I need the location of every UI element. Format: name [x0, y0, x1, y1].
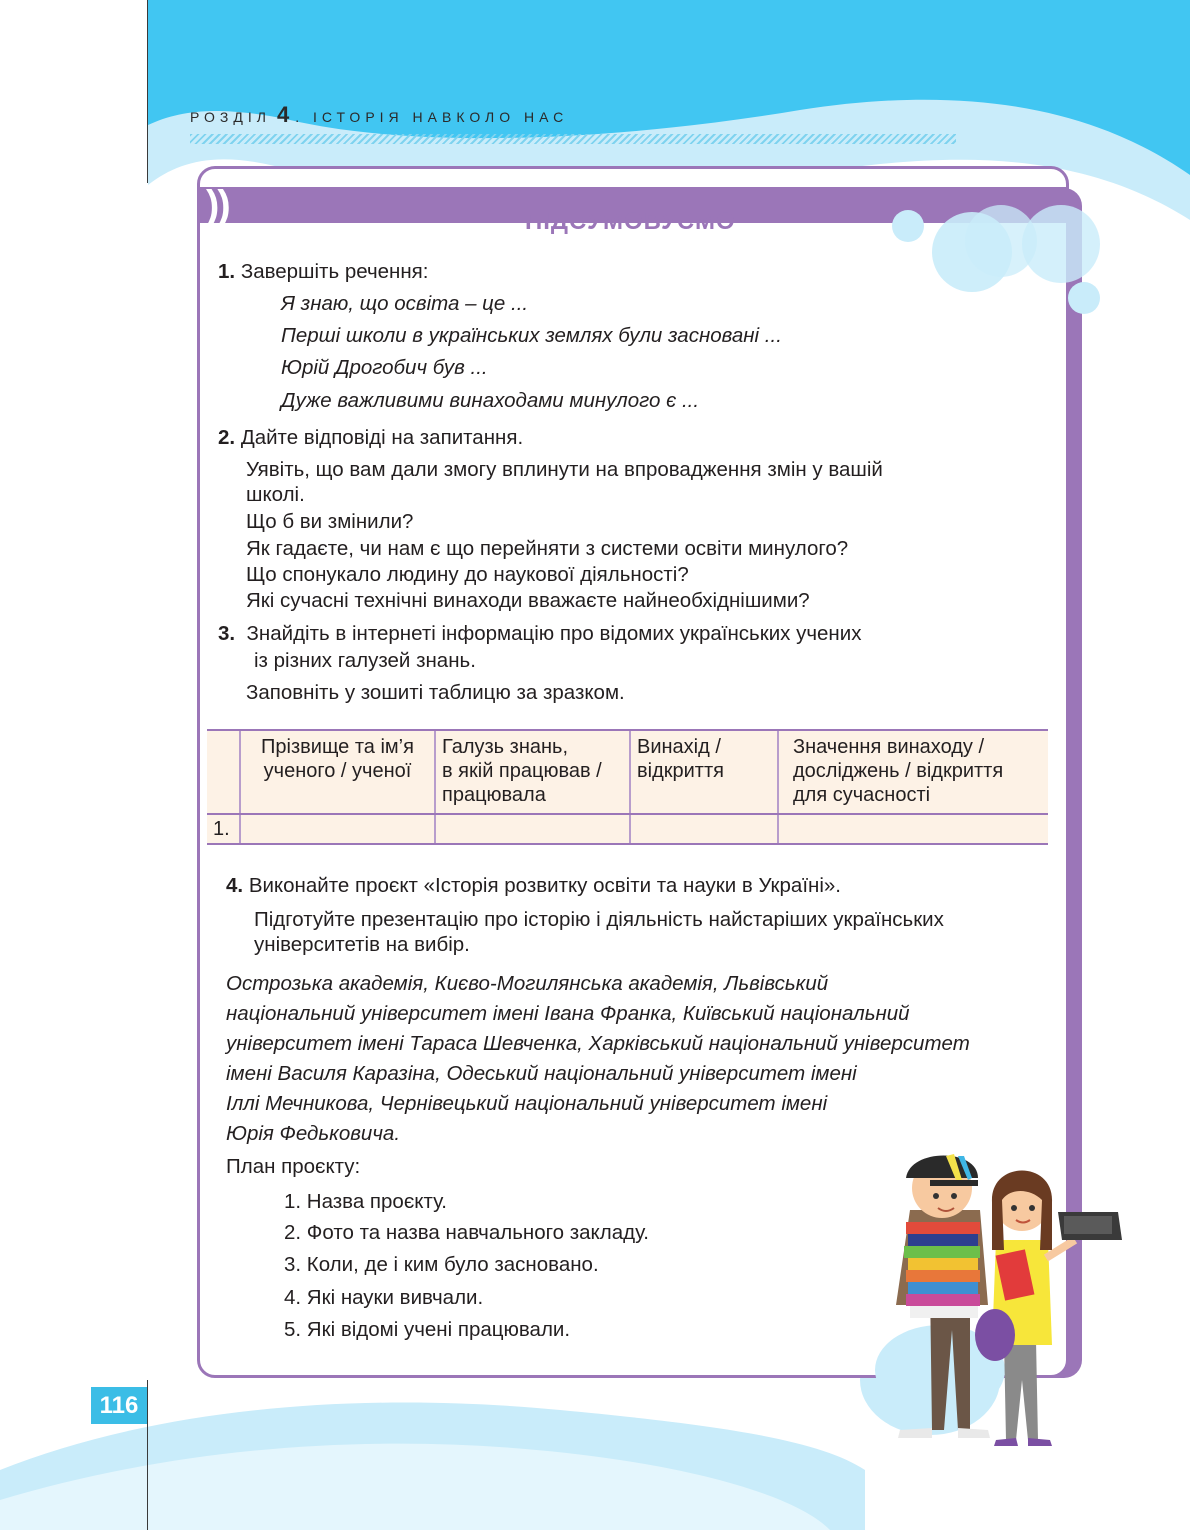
university-line: Іллі Мечникова, Чернівецький національний університет імені — [226, 1092, 828, 1115]
task-number: 2. — [218, 426, 236, 449]
task-line: Заповніть у зошиті таблицю за зразком. — [246, 681, 625, 704]
margin-line-top — [147, 0, 148, 183]
table-header-cell: Значення винаходу / досліджень / відкриття для сучасності — [778, 730, 1048, 814]
section-number: 4 — [276, 102, 290, 127]
table-cell — [778, 814, 1048, 844]
table-header-row — [207, 730, 1048, 814]
section-title: ПІДСУМОВУЄМО — [525, 208, 736, 235]
table-header-cell: Галузь знань, в якій працював / працювала — [435, 730, 630, 814]
task-number: 1. — [218, 260, 236, 283]
task-line: Підготуйте презентацію про історію і діяльність найстаріших українських — [254, 908, 944, 931]
task-instruction: Завершіть речення: — [240, 260, 429, 283]
bubble-decoration — [1068, 282, 1100, 314]
header-separator: . — [295, 109, 305, 125]
margin-line-bottom — [147, 1380, 148, 1530]
sentence-stem: Юрій Дрогобич був ... — [281, 356, 488, 379]
running-header — [190, 102, 568, 128]
header-hatch-divider — [190, 134, 956, 144]
task-number: 3. — [218, 622, 236, 645]
table-cell — [435, 814, 630, 844]
table-cell — [630, 814, 778, 844]
double-quote-icon: )) — [206, 183, 229, 227]
bubble-decoration — [1022, 205, 1100, 283]
task-line: університетів на вибір. — [254, 933, 470, 956]
university-line: університет імені Тараса Шевченка, Харківський національний університет — [226, 1032, 970, 1055]
university-line: Острозька академія, Києво-Могилянська академія, Львівський — [226, 972, 829, 995]
plan-item: 4. Які науки вивчали. — [284, 1286, 484, 1309]
question-line: Уявіть, що вам дали змогу вплинути на впровадження змін у вашій — [246, 458, 883, 481]
question-line: Як гадаєте, чи нам є що перейняти з системи освіти минулого? — [246, 537, 849, 560]
task-instruction: Виконайте проєкт «Історія розвитку освіти та науки в Україні». — [248, 874, 841, 897]
task-4 — [226, 873, 841, 899]
bubble-decoration — [892, 210, 924, 242]
task-line: із різних галузей знань. — [254, 649, 476, 672]
plan-item: 2. Фото та назва навчального закладу. — [284, 1221, 649, 1244]
table-header-cell — [207, 730, 240, 814]
task-1 — [218, 259, 428, 285]
table-row — [207, 814, 1048, 844]
table-header-cell: Прізвище та ім’я ученого / ученої — [240, 730, 435, 814]
page-number: 116 — [91, 1387, 147, 1424]
sentence-stem: Я знаю, що освіта – це ... — [281, 292, 529, 315]
sentence-stem: Дуже важливими винаходами минулого є ... — [281, 389, 700, 412]
university-line: національний університет імені Івана Франка, Київський національний — [226, 1002, 910, 1025]
table-cell: 1. — [207, 814, 240, 844]
plan-item: 5. Які відомі учені працювали. — [284, 1318, 571, 1341]
task-3 — [218, 621, 861, 647]
plan-item: 3. Коли, де і ким було засновано. — [284, 1253, 599, 1276]
students-illustration — [870, 1140, 1130, 1450]
table-cell — [240, 814, 435, 844]
chapter-title: ІСТОРІЯ НАВКОЛО НАС — [312, 109, 569, 125]
sentence-stem: Перші школи в українських землях були засновані ... — [281, 324, 782, 347]
university-line: імені Василя Каразіна, Одеський національний університет імені — [226, 1062, 857, 1085]
plan-item: 1. Назва проєкту. — [284, 1190, 447, 1213]
question-line: школі. — [246, 483, 305, 506]
task-line: Знайдіть в інтернеті інформацію про відомих українських учених — [246, 622, 862, 645]
section-word: РОЗДІЛ — [190, 109, 271, 125]
question-line: Що спонукало людину до наукової діяльності? — [246, 563, 689, 586]
plan-title: План проєкту: — [226, 1155, 361, 1178]
question-line: Які сучасні технічні винаходи вважаєте найнеобхіднішими? — [246, 589, 810, 612]
task-2 — [218, 425, 523, 451]
university-line: Юрія Федьковича. — [226, 1122, 401, 1145]
task-number: 4. — [226, 874, 244, 897]
task-instruction: Дайте відповіді на запитання. — [240, 426, 524, 449]
scientists-table — [207, 729, 1048, 845]
question-line: Що б ви змінили? — [246, 510, 414, 533]
table-header-cell: Винахід / відкриття — [630, 730, 778, 814]
